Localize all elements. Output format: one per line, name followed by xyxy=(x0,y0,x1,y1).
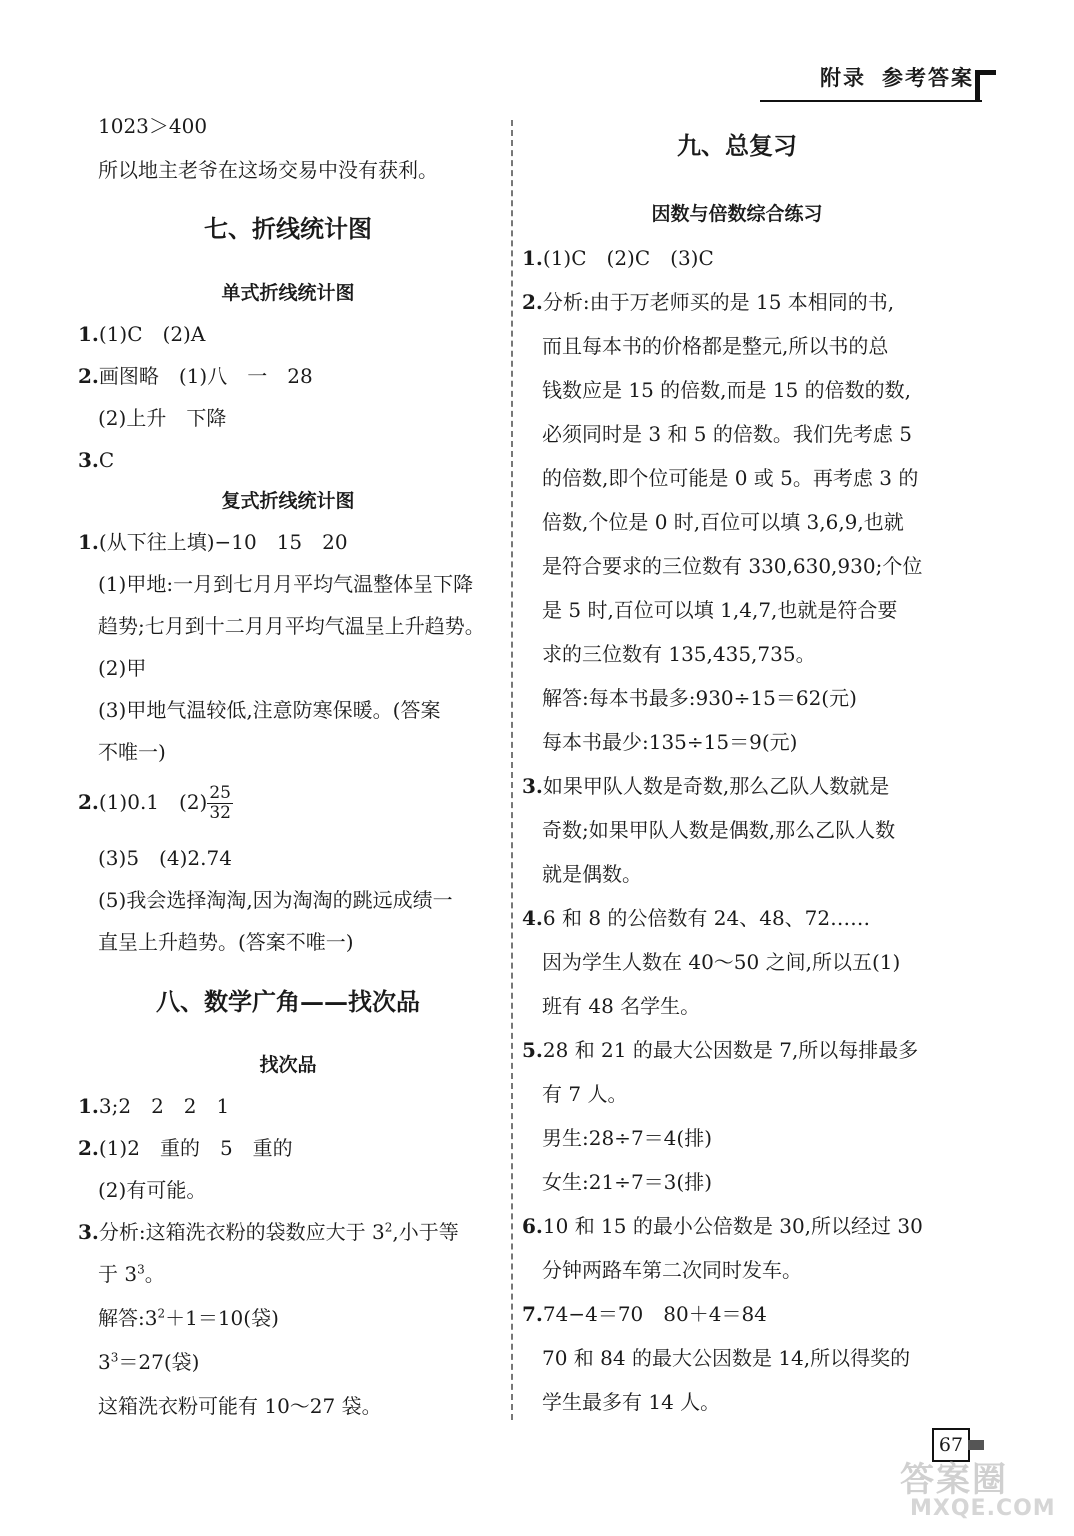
text-line: 因为学生人数在 40～50 之间,所以五(1) xyxy=(542,950,901,974)
text-line: 就是偶数。 xyxy=(542,862,642,886)
answer-item xyxy=(78,784,233,823)
answer-item xyxy=(522,1036,918,1064)
answer-text: 分析:这箱洗衣粉的袋数应大于 3 xyxy=(98,1220,385,1244)
answer-item xyxy=(78,362,313,390)
answer-text: (1)C (2)C (3)C xyxy=(542,246,714,270)
text-line: 趋势;七月到十二月月平均气温呈上升趋势。 xyxy=(98,614,485,638)
text-line: 钱数应是 15 的倍数,而是 15 的倍数的数, xyxy=(542,378,912,402)
text-line: 解答:每本书最多:930÷15＝62(元) xyxy=(542,686,857,710)
text-part: 3 xyxy=(98,1350,111,1374)
item-number: 3. xyxy=(78,1220,99,1244)
item-number: 1. xyxy=(522,246,543,270)
text-line: 这箱洗衣粉可能有 10～27 袋。 xyxy=(98,1394,382,1418)
text-line: 是 5 时,百位可以填 1,4,7,也就是符合要 xyxy=(542,598,898,622)
text-line: 必须同时是 3 和 5 的倍数。我们先考虑 5 xyxy=(542,422,912,446)
page-number: 67 xyxy=(932,1428,970,1462)
text-line: (3)5 (4)2.74 xyxy=(98,846,232,870)
answer-item xyxy=(522,288,894,316)
answer-item xyxy=(78,1092,229,1120)
item-number: 7. xyxy=(522,1302,543,1326)
item-number: 3. xyxy=(522,774,543,798)
item-number: 1. xyxy=(78,530,99,554)
header-corner-mark xyxy=(975,70,996,101)
chapter-heading: 七、折线统计图 xyxy=(204,214,372,243)
answer-item xyxy=(522,244,714,272)
answer-text: 6 和 8 的公倍数有 24、48、72…… xyxy=(542,906,871,930)
text-line: 女生:21÷7＝3(排) xyxy=(542,1170,712,1194)
text-line: 班有 48 名学生。 xyxy=(542,994,701,1018)
text-line: 有 7 人。 xyxy=(542,1082,628,1106)
superscript: 2 xyxy=(157,1306,166,1321)
answer-text: 28 和 21 的最大公因数是 7,所以每排最多 xyxy=(542,1038,919,1062)
watermark-url: MXQE.COM xyxy=(910,1496,1056,1521)
answer-text: 分析:由于万老师买的是 15 本相同的书, xyxy=(542,290,895,314)
text-line: 不唯一) xyxy=(98,740,166,764)
superscript: 2 xyxy=(384,1220,393,1235)
text-line: 是符合要求的三位数有 330,630,930;个位 xyxy=(542,554,923,578)
column-divider xyxy=(511,120,513,1420)
text-line: (3)甲地气温较低,注意防寒保暖。(答案 xyxy=(98,698,441,722)
header-section: 附录 xyxy=(820,65,866,90)
text-line: 每本书最少:135÷15＝9(元) xyxy=(542,730,798,754)
answer-text: ,小于等 xyxy=(392,1220,459,1244)
answer-item xyxy=(522,772,889,800)
section-heading: 复式折线统计图 xyxy=(221,490,355,512)
answer-text: 画图略 (1)八 一 28 xyxy=(98,364,313,388)
text-line: 男生:28÷7＝4(排) xyxy=(542,1126,712,1150)
answer-text: 3;2 2 2 1 xyxy=(98,1094,230,1118)
item-number: 3. xyxy=(78,448,99,472)
text-line: (2)有可能。 xyxy=(98,1178,207,1202)
answer-item xyxy=(522,1300,767,1328)
answer-text: 如果甲队人数是奇数,那么乙队人数就是 xyxy=(542,774,890,798)
chapter-heading: 八、数学广角——找次品 xyxy=(156,987,420,1016)
answer-text: (从下往上填)−10 15 20 xyxy=(98,530,348,554)
answer-text: (1)0.1 (2) xyxy=(98,790,208,814)
watermark-logo: 答案圈 xyxy=(900,1460,1008,1500)
text-line: 所以地主老爷在这场交易中没有获利。 xyxy=(98,158,438,182)
answer-item xyxy=(78,1134,293,1162)
answer-item xyxy=(78,1218,459,1246)
item-number: 1. xyxy=(78,1094,99,1118)
item-number: 5. xyxy=(522,1038,543,1062)
item-number: 6. xyxy=(522,1214,543,1238)
chapter-heading: 九、总复习 xyxy=(677,131,797,160)
text-line: (2)甲 xyxy=(98,656,147,680)
fraction-numerator: 25 xyxy=(209,783,231,803)
item-number: 2. xyxy=(522,290,543,314)
text-line: 1023＞400 xyxy=(98,114,208,138)
text-line: (2)上升 下降 xyxy=(98,406,227,430)
answer-item xyxy=(522,904,870,932)
text-line: (5)我会选择淘淘,因为淘淘的跳远成绩一 xyxy=(98,888,453,912)
fraction xyxy=(207,784,233,823)
text-part: 。 xyxy=(144,1262,165,1286)
running-header xyxy=(820,62,974,92)
superscript: 3 xyxy=(137,1262,145,1277)
header-title: 参考答案 xyxy=(882,65,974,90)
text-part: ＝27(袋) xyxy=(118,1350,200,1374)
text-line: 求的三位数有 135,435,735。 xyxy=(542,642,816,666)
text-part: 解答:3 xyxy=(98,1306,158,1330)
text-line: 的倍数,即个位可能是 0 或 5。再考虑 3 的 xyxy=(542,466,919,490)
item-number: 2. xyxy=(78,790,99,814)
answer-item xyxy=(78,446,114,474)
answer-text: (1)2 重的 5 重的 xyxy=(98,1136,293,1160)
text-line: 倍数,个位是 0 时,百位可以填 3,6,9,也就 xyxy=(542,510,904,534)
section-heading: 单式折线统计图 xyxy=(221,282,355,304)
answer-text: 74−4＝70 80＋4＝84 xyxy=(542,1302,767,1326)
section-heading: 因数与倍数综合练习 xyxy=(651,203,823,225)
text-line: 学生最多有 14 人。 xyxy=(542,1390,721,1414)
text-line: 直呈上升趋势。(答案不唯一) xyxy=(98,930,354,954)
header-rule xyxy=(760,100,982,102)
text-line xyxy=(78,1260,165,1288)
item-number: 2. xyxy=(78,364,99,388)
text-line: 分钟两路车第二次同时发车。 xyxy=(542,1258,802,1282)
section-heading: 找次品 xyxy=(259,1054,317,1076)
text-part: 于 3 xyxy=(98,1262,138,1286)
text-line xyxy=(78,1304,279,1332)
fraction-denominator: 32 xyxy=(209,803,231,823)
text-line xyxy=(78,1348,199,1376)
answer-text: C xyxy=(98,448,115,472)
superscript: 3 xyxy=(110,1350,119,1365)
text-line: 而且每本书的价格都是整元,所以书的总 xyxy=(542,334,889,358)
answer-item xyxy=(522,1212,923,1240)
text-line: 70 和 84 的最大公因数是 14,所以得奖的 xyxy=(542,1346,911,1370)
answer-item xyxy=(78,320,205,348)
answer-item xyxy=(78,528,348,556)
text-line: 奇数;如果甲队人数是偶数,那么乙队人数 xyxy=(542,818,896,842)
text-line: (1)甲地:一月到七月月平均气温整体呈下降 xyxy=(98,572,474,596)
item-number: 4. xyxy=(522,906,543,930)
page-number-bar xyxy=(968,1440,984,1450)
text-part: ＋1＝10(袋) xyxy=(165,1306,279,1330)
answer-text: 10 和 15 的最小公倍数是 30,所以经过 30 xyxy=(542,1214,923,1238)
item-number: 1. xyxy=(78,322,99,346)
answer-text: (1)C (2)A xyxy=(98,322,206,346)
item-number: 2. xyxy=(78,1136,99,1160)
